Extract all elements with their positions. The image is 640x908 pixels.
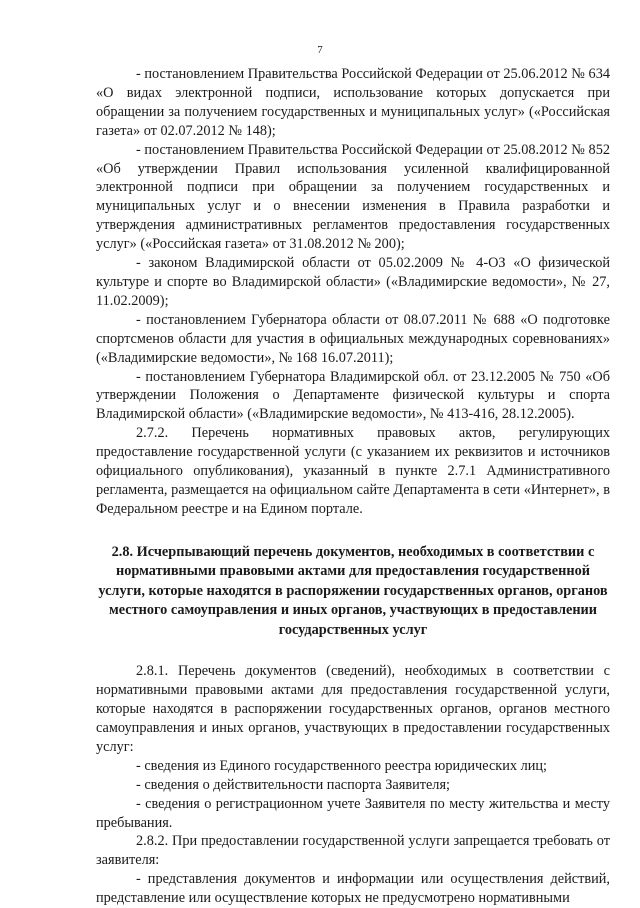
list-item-passport: - сведения о действительности паспорта Заявителя; <box>136 776 450 793</box>
section-heading-2-8: 2.8. Исчерпывающий перечень документов, необходимых в соответствии с нормативными правовыми актами для предоставления государственной услуги, которые находятся в распоряжении государственных органов, органов местного самоуправления и иных органов, участвующих в предоставлении государственных услуг <box>98 543 608 638</box>
paragraph-law-4-oz: - законом Владимирской области от 05.02.2009 № 4-ОЗ «О физической культуре и спорте во Владимирской области» («Владимирские ведомости», № 27, 11.02.2009); <box>96 255 610 309</box>
paragraph-2-7-2: 2.7.2. Перечень нормативных правовых актов, регулирующих предоставление государственной услуги (с указанием их реквизитов и источников официального опубликования), указанный в пункте 2.7.1 Административного регламента, размещается на официальном сайте Департамента в сети «Интернет», в Федеральном реестре и на Едином портале. <box>96 425 610 517</box>
page-number: 7 <box>317 44 323 56</box>
list-item-documents: - представления документов и информации или осуществления действий, представление или осуществление которых не предусмотрено нормативными <box>96 871 610 907</box>
paragraph-decree-688: - постановлением Губернатора области от 08.07.2011 № 688 «О подготовке спортсменов области для участия в официальных международных соревнованиях» («Владимирские ведомости», № 168 16.07.2011); <box>96 311 610 366</box>
paragraph-decree-750: - постановлением Губернатора Владимирской обл. от 23.12.2005 № 750 «Об утверждении Положения о Департаменте физической культуры и спорта Владимирской области» («Владимирские ведомости», № 413-416, 28.12.2005). <box>96 368 610 423</box>
paragraph-2-8-1: 2.8.1. Перечень документов (сведений), необходимых в соответствии с нормативными правовыми актами для предоставления государственной услуги, которые находятся в распоряжении государственных органов, органов местного самоуправления и иных органов, участвующих в предоставлении государственных услуг: <box>96 663 610 755</box>
list-item-registration: - сведения о регистрационном учете Заявителя по месту жительства и месту пребывания. <box>96 795 610 831</box>
paragraph-2-8-2: 2.8.2. При предоставлении государственной услуги запрещается требовать от заявителя: <box>96 833 610 869</box>
document-body <box>96 65 610 908</box>
list-item-egrul: - сведения из Единого государственного реестра юридических лиц; <box>136 757 548 774</box>
paragraph-decree-634: - постановлением Правительства Российской Федерации от 25.06.2012 № 634 «О видах электронной подписи, использование которых допускается при обращении за получением государственных и муниципальных услуг» («Российская газета» от 02.07.2012 № 148); <box>96 66 610 139</box>
paragraph-decree-852: - постановлением Правительства Российской Федерации от 25.08.2012 № 852 «Об утверждении Правил использования усиленной квалифицированной электронной подписи при обращении за получением государственных и муниципальных услуг и о внесении изменения в Правила разработки и утверждения административных регламентов предоставления государственных услуг» («Российская газета» от 31.08.2012 № 200); <box>96 141 610 253</box>
